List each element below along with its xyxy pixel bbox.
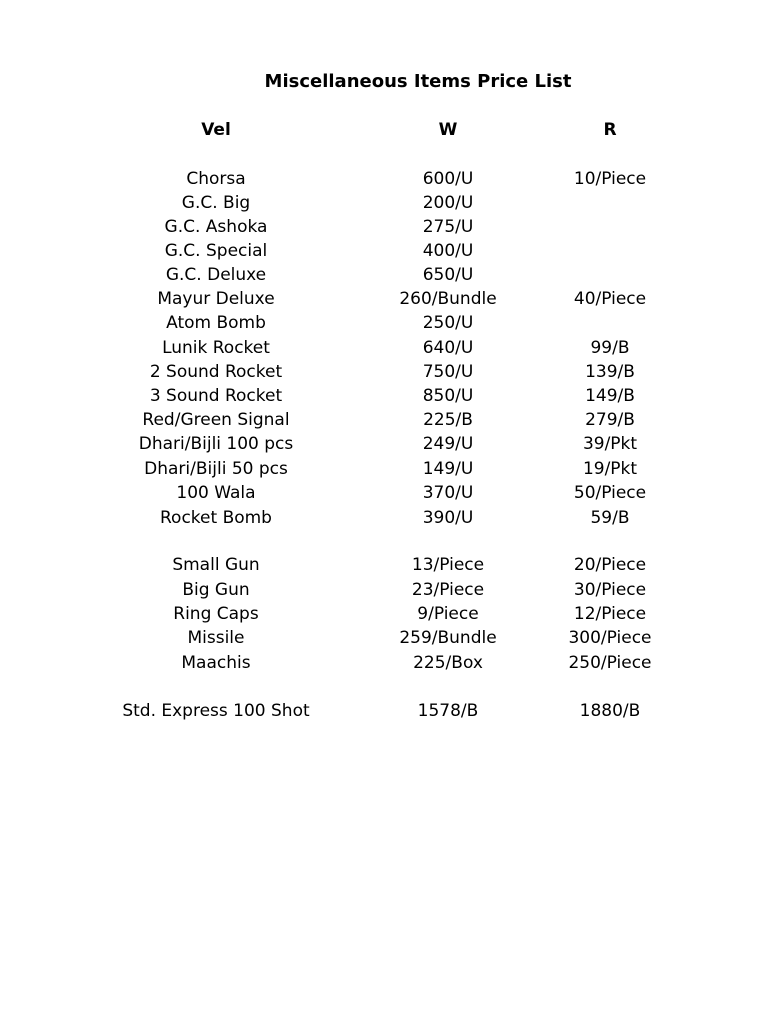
page-title: Miscellaneous Items Price List	[264, 71, 572, 92]
item-name: Chorsa	[186, 169, 246, 189]
column-header-w: W	[438, 120, 458, 140]
retail-price: 12/Piece	[573, 604, 647, 624]
table-row	[0, 481, 768, 505]
item-name: Dhari/Bijli 50 pcs	[144, 459, 288, 479]
wholesale-price: 650/U	[422, 265, 474, 285]
wholesale-price: 370/U	[422, 483, 474, 503]
table-row	[0, 578, 768, 602]
wholesale-price: 400/U	[422, 241, 474, 261]
wholesale-price: 23/Piece	[411, 580, 485, 600]
item-name: G.C. Deluxe	[165, 265, 267, 285]
retail-price: 99/B	[590, 338, 630, 358]
table-row	[0, 384, 768, 408]
retail-price: 50/Piece	[573, 483, 647, 503]
wholesale-price: 260/Bundle	[399, 289, 497, 309]
item-name: Ring Caps	[173, 604, 259, 624]
wholesale-price: 200/U	[422, 193, 474, 213]
item-name: G.C. Big	[181, 193, 251, 213]
item-name: 2 Sound Rocket	[149, 362, 283, 382]
table-row	[0, 167, 768, 191]
item-name: Std. Express 100 Shot	[122, 701, 310, 721]
table-row	[0, 651, 768, 675]
item-name: Mayur Deluxe	[157, 289, 275, 309]
retail-price: 1880/B	[579, 701, 641, 721]
retail-price: 20/Piece	[573, 555, 647, 575]
retail-price: 59/B	[590, 508, 630, 528]
table-row	[0, 699, 768, 723]
retail-price: 139/B	[585, 362, 635, 382]
item-name: Atom Bomb	[166, 313, 266, 333]
wholesale-price: 9/Piece	[417, 604, 479, 624]
table-row	[0, 457, 768, 481]
wholesale-price: 225/B	[423, 410, 473, 430]
retail-price: 30/Piece	[573, 580, 647, 600]
retail-price: 149/B	[585, 386, 635, 406]
retail-price: 19/Pkt	[582, 459, 638, 479]
wholesale-price: 149/U	[422, 459, 474, 479]
item-name: 100 Wala	[176, 483, 256, 503]
item-name: Maachis	[181, 653, 251, 673]
column-header-item: Vel	[201, 120, 231, 140]
table-row	[0, 336, 768, 360]
item-name: Lunik Rocket	[162, 338, 270, 358]
wholesale-price: 750/U	[422, 362, 474, 382]
wholesale-price: 225/Box	[413, 653, 483, 673]
table-row	[0, 263, 768, 287]
item-name: 3 Sound Rocket	[149, 386, 283, 406]
wholesale-price: 13/Piece	[411, 555, 485, 575]
table-row	[0, 408, 768, 432]
wholesale-price: 250/U	[422, 313, 474, 333]
retail-price: 279/B	[585, 410, 635, 430]
table-row	[0, 191, 768, 215]
column-header-r: R	[603, 120, 617, 140]
table-row	[0, 626, 768, 650]
item-name: Dhari/Bijli 100 pcs	[138, 434, 294, 454]
table-row	[0, 553, 768, 577]
wholesale-price: 249/U	[422, 434, 474, 454]
wholesale-price: 1578/B	[417, 701, 479, 721]
retail-price: 39/Pkt	[582, 434, 638, 454]
wholesale-price: 600/U	[422, 169, 474, 189]
table-row	[0, 215, 768, 239]
wholesale-price: 850/U	[422, 386, 474, 406]
retail-price: 10/Piece	[573, 169, 647, 189]
item-name: G.C. Special	[164, 241, 268, 261]
item-name: G.C. Ashoka	[164, 217, 268, 237]
retail-price: 40/Piece	[573, 289, 647, 309]
table-row	[0, 432, 768, 456]
table-row	[0, 360, 768, 384]
item-name: Rocket Bomb	[160, 508, 272, 528]
retail-price: 300/Piece	[568, 628, 652, 648]
item-name: Red/Green Signal	[142, 410, 290, 430]
retail-price: 250/Piece	[568, 653, 652, 673]
table-row	[0, 239, 768, 263]
table-row	[0, 311, 768, 335]
item-name: Big Gun	[182, 580, 250, 600]
wholesale-price: 275/U	[422, 217, 474, 237]
table-row	[0, 602, 768, 626]
item-name: Missile	[187, 628, 245, 648]
table-row	[0, 506, 768, 530]
wholesale-price: 640/U	[422, 338, 474, 358]
table-header	[0, 118, 768, 142]
wholesale-price: 259/Bundle	[399, 628, 497, 648]
table-row	[0, 287, 768, 311]
wholesale-price: 390/U	[422, 508, 474, 528]
item-name: Small Gun	[172, 555, 260, 575]
